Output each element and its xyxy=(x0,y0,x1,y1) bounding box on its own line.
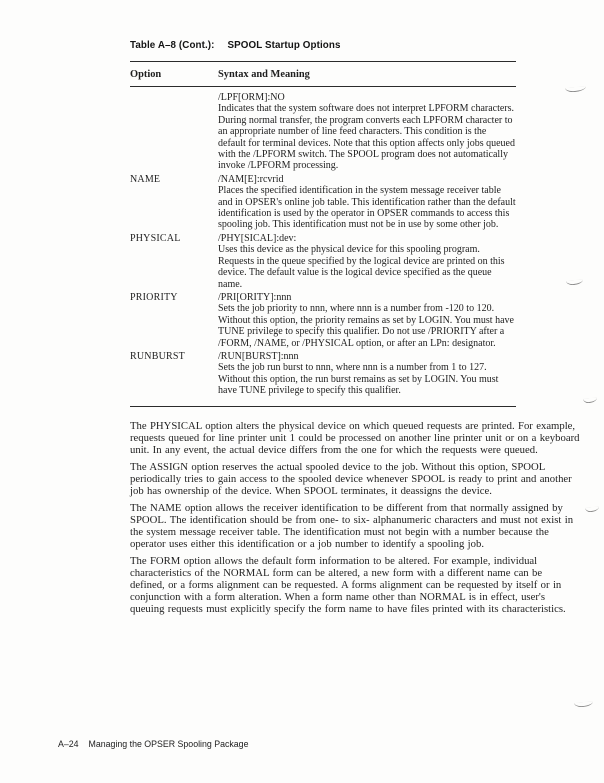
option-description: Places the specified identification in the system message receiver table and in OPSER's online job table. This identification rather than the default identification is used by the operator in OPSER commands to access this spooling job. This identification must not be in use by some other job. xyxy=(218,185,516,231)
column-header-syntax-meaning: Syntax and Meaning xyxy=(218,69,310,80)
paragraph-name-option: The NAME option allows the receiver identification to be different from that normally assigned by SPOOL. The identification should be from one- to six- alphanumeric characters and must not exist in the system message receiver table. The identification must not begin with a number because the operator uses either this identification or a job number to identify a spooling job. xyxy=(130,501,574,550)
paragraph-form-option: The FORM option allows the default form information to be altered. For example, individual characteristics of the NORMAL form can be altered, a new form with a different name can be defined, or a forms alignment can be requested. A forms alignment can be requested by itself or in conjunction with a form alteration. When a form name other than NORMAL is in effect, user's queuing requests must explicitly specify the form name to have files printed with its characteristics. xyxy=(130,554,566,615)
table-body xyxy=(130,87,516,406)
footer-page-number: A–24 xyxy=(58,739,79,749)
table-row xyxy=(130,292,516,349)
table-title-prefix: Table A–8 (Cont.): xyxy=(130,40,215,51)
option-syntax: /PRI[ORITY]:nnn xyxy=(218,291,292,303)
scan-artifact-mark xyxy=(583,398,597,404)
table-option-cell: RUNBURST xyxy=(130,350,185,362)
page-footer xyxy=(58,739,248,749)
table-meaning-cell xyxy=(218,92,516,172)
spool-options-table xyxy=(130,61,516,407)
option-description: Uses this device as the physical device for this spooling program. Requests in the queue specified by the logical device are printed on this device. The default value is the logical device specified as the queue name. xyxy=(218,244,505,290)
scan-artifact-mark xyxy=(565,86,586,92)
table-option-cell: PRIORITY xyxy=(130,291,178,303)
table-bottom-rule xyxy=(130,406,516,407)
paragraph-assign-option: The ASSIGN option reserves the actual spooled device to the job. Without this option, SPOOL periodically tries to gain access to the spooled device whenever SPOOL is ready to print and another job has ownership of the device. When SPOOL terminates, it deassigns the device. xyxy=(130,460,572,497)
table-row xyxy=(130,351,516,397)
table-title xyxy=(130,40,580,51)
option-description: Sets the job priority to nnn, where nnn is a number from -120 to 120. Without this option, the priority remains as set by LOGIN. You must have TUNE privilege to specify this qualifier. Do not use /PRIORITY after a /FORM, /NAME, or /PHYSICAL option, or after an LPn: designator. xyxy=(218,303,514,349)
table-meaning-cell xyxy=(218,233,516,290)
option-syntax: /NAM[E]:rcvrid xyxy=(218,173,284,185)
option-syntax: /RUN[BURST]:nnn xyxy=(218,350,299,362)
table-option-cell xyxy=(130,92,218,172)
scan-artifact-mark xyxy=(566,280,583,286)
scan-artifact-mark xyxy=(574,702,593,708)
option-syntax: /PHY[SICAL]:dev: xyxy=(218,232,297,244)
body-text xyxy=(130,420,580,615)
option-description: Sets the job run burst to nnn, where nnn is a number from 1 to 127. Without this option, the run burst remains as set by LOGIN. You must have TUNE privilege to specify this qualifier. xyxy=(218,362,499,397)
table-meaning-cell xyxy=(218,292,516,349)
footer-chapter-title: Managing the OPSER Spooling Package xyxy=(88,739,249,749)
paragraph-physical-option: The PHYSICAL option alters the physical device on which queued requests are printed. For example, requests queued for line printer unit 1 could be processed on another line printer unit or on a keyboard unit. In any event, the actual device differs from the one for which the requests were queued. xyxy=(130,419,580,456)
table-meaning-cell xyxy=(218,351,516,397)
table-header-row xyxy=(130,62,516,86)
table-row xyxy=(130,233,516,290)
option-syntax: /LPF[ORM]:NO xyxy=(218,92,285,103)
table-option-cell: PHYSICAL xyxy=(130,232,181,244)
option-description: Indicates that the system software does not interpret LPFORM characters. During normal transfer, the program converts each LPFORM character to an appropriate number of line feed characters. This condition is the default for terminal devices. Note that this option affects only jobs queued with the /LPFORM switch. The SPOOL program does not automatically invoke /LPFORM processing. xyxy=(218,103,515,172)
table-option-cell: NAME xyxy=(130,173,161,185)
table-title-name: SPOOL Startup Options xyxy=(227,40,341,51)
column-header-option: Option xyxy=(130,69,162,80)
table-row xyxy=(130,174,516,231)
table-row xyxy=(130,92,516,172)
page-content xyxy=(130,40,580,620)
table-meaning-cell xyxy=(218,174,516,231)
scan-artifact-mark xyxy=(585,507,599,513)
